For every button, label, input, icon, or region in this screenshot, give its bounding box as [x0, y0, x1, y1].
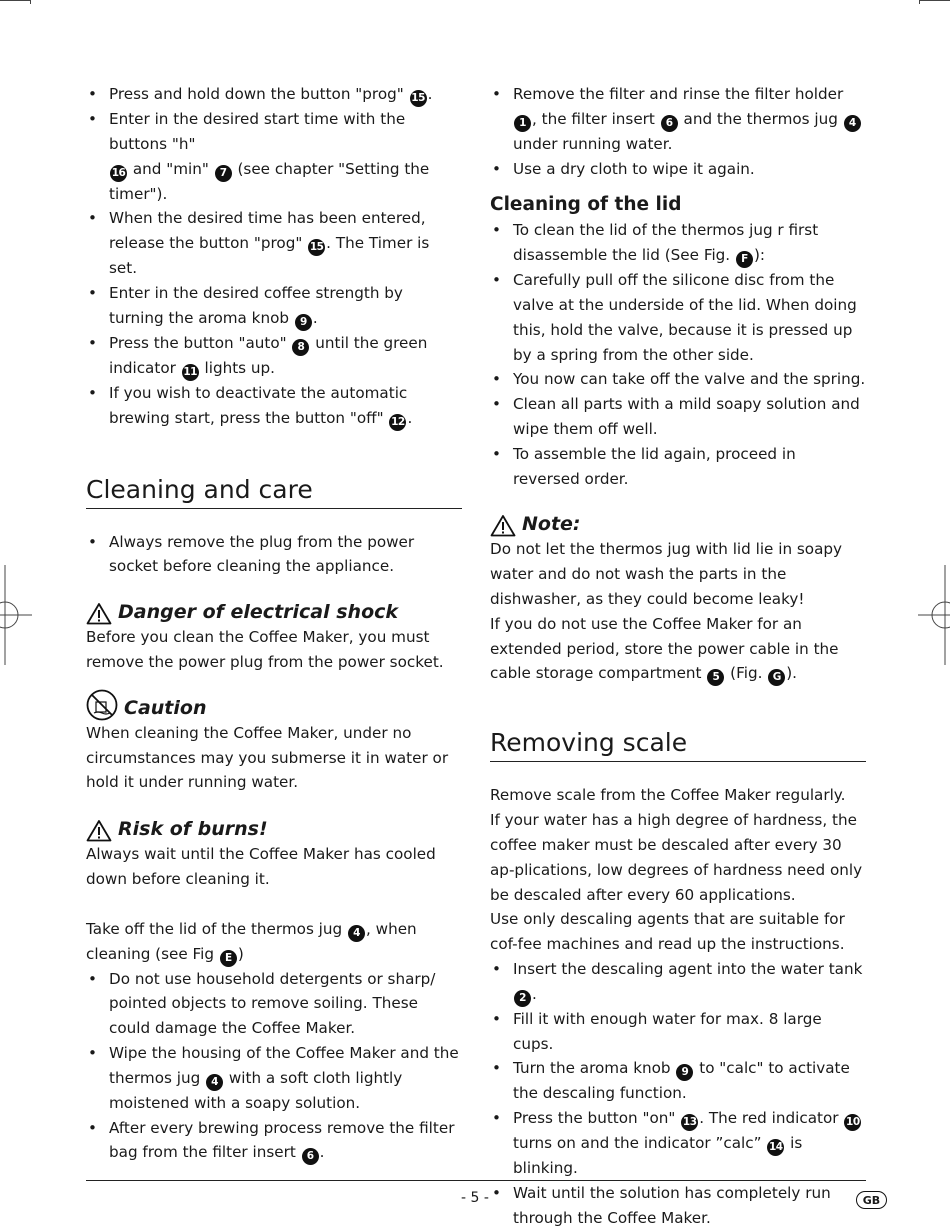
- part-number-badge: 4: [206, 1074, 223, 1091]
- part-number-badge: 6: [661, 115, 678, 132]
- part-number-badge: 8: [292, 339, 309, 356]
- danger-heading: [86, 599, 462, 625]
- part-number-badge: 7: [215, 165, 232, 182]
- registration-mark-left-icon: [0, 565, 32, 665]
- part-number-badge: 9: [295, 314, 312, 331]
- page-number: - 5 -: [461, 1190, 489, 1206]
- list-item: • Carefully pull off the silicone disc from the valve at the underside of the lid. When doing this, hold the valve, because it is pressed up by a spring from the other side.: [490, 268, 866, 367]
- caution-heading-text: Caution: [124, 696, 207, 719]
- list-item: • If you wish to deactivate the automatic brewing start, press the button "off" 12 .: [86, 381, 462, 431]
- part-number-badge: 15: [410, 90, 427, 107]
- caution-text: When cleaning the Coffee Maker, under no circumstances may you submerse it in water or hold it under running water.: [86, 723, 449, 792]
- country-badge: GB: [856, 1191, 887, 1209]
- list-item: • After every brewing process remove the filter bag from the filter insert 6 .: [86, 1116, 462, 1166]
- part-number-badge: 13: [681, 1114, 698, 1131]
- caution-heading: [86, 689, 462, 721]
- list-item: • Use a dry cloth to wipe it again.: [490, 157, 866, 182]
- list-item: • To clean the lid of the thermos jug r first disassemble the lid (See Fig. F ):: [490, 218, 866, 268]
- crop-mark-top-left: [0, 0, 30, 1]
- cleaning-intro-list: [86, 530, 462, 580]
- list-item: • Remove the filter and rinse the filter holder 1 , the filter insert 6 and the thermos jug 4 under running water.: [490, 82, 866, 157]
- part-number-badge: 11: [182, 364, 199, 381]
- part-number-badge: 14: [767, 1139, 784, 1156]
- scale-agents: Use only descaling agents that are suitable for cof-fee machines and read up the instructions.: [490, 910, 845, 954]
- part-number-badge: 6: [302, 1148, 319, 1165]
- list-item: • To assemble the lid again, proceed in reversed order.: [490, 442, 866, 492]
- filter-bullet-list: [490, 82, 866, 181]
- right-column: [490, 82, 866, 1231]
- removing-scale-heading: Removing scale: [490, 728, 866, 762]
- danger-heading-text: Danger of electrical shock: [118, 601, 399, 624]
- part-number-badge: 1: [514, 115, 531, 132]
- no-immersion-icon: [86, 689, 118, 721]
- list-item: • You now can take off the valve and the spring.: [490, 367, 866, 392]
- registration-mark-right-icon: [918, 565, 950, 665]
- burns-heading: [86, 816, 462, 842]
- part-number-badge: 5: [707, 669, 724, 686]
- list-item: • Turn the aroma knob 9 to "calc" to activate the descaling function.: [490, 1056, 866, 1106]
- list-item: • Fill it with enough water for max. 8 large cups.: [490, 1007, 866, 1057]
- danger-text: Before you clean the Coffee Maker, you must remove the power plug from the power socket.: [86, 628, 444, 671]
- list-item: • Enter in the desired coffee strength by turning the aroma knob 9 .: [86, 281, 462, 331]
- list-item: • Clean all parts with a mild soapy solution and wipe them off well.: [490, 392, 866, 442]
- scale-intro: Remove scale from the Coffee Maker regularly.: [490, 786, 846, 805]
- part-number-badge: 10: [844, 1114, 861, 1131]
- part-number-badge: 16: [110, 165, 127, 182]
- crop-mark-top-right: [919, 0, 950, 1]
- part-number-badge: 15: [308, 239, 325, 256]
- list-item: • Wait until the solution has completely run through the Coffee Maker.: [490, 1181, 866, 1231]
- crop-mark-top-right-v: [919, 0, 920, 4]
- list-item: • Press the button "on" 13 . The red indicator 10 turns on and the indicator ”calc” 14 is blinking.: [490, 1106, 866, 1181]
- storage-text: If you do not use the Coffee Maker for an extended period, store the power cable in the cable storage compartment 5 (Fig. G ).: [490, 612, 866, 687]
- scale-hardness: If your water has a high degree of hardness, the coffee maker must be descaled after every 30 ap-plications, low degrees of hardness need only be descaled after every 60 applications.: [490, 811, 863, 904]
- timer-bullet-list: [86, 82, 462, 431]
- figure-badge: F: [736, 251, 753, 268]
- warning-triangle-icon: [490, 514, 516, 537]
- lid-instruction: Take off the lid of the thermos jug 4 , when cleaning (see Fig E ): [86, 917, 462, 967]
- note-heading-text: Note:: [522, 513, 581, 536]
- list-item: • Insert the descaling agent into the water tank 2 .: [490, 957, 866, 1007]
- part-number-badge: 4: [348, 925, 365, 942]
- part-number-badge: 2: [514, 990, 531, 1007]
- burns-text: Always wait until the Coffee Maker has cooled down before cleaning it.: [86, 845, 436, 888]
- footer-divider: [86, 1180, 866, 1181]
- list-item: • Do not use household detergents or sharp/ pointed objects to remove soiling. These could damage the Coffee Maker.: [86, 967, 462, 1041]
- cleaning-heading: Cleaning and care: [86, 475, 462, 509]
- lid-bullet-list: [490, 218, 866, 491]
- warning-triangle-icon: [86, 819, 112, 842]
- list-item: • Press and hold down the button "prog" 15 .: [86, 82, 462, 107]
- care-bullet-list: [86, 967, 462, 1166]
- crop-mark-top-left-v: [30, 0, 31, 4]
- list-item: • Press the button "auto" 8 until the green indicator 11 lights up.: [86, 331, 462, 381]
- burns-heading-text: Risk of burns!: [118, 818, 268, 841]
- figure-badge: G: [768, 669, 785, 686]
- lid-cleaning-heading: Cleaning of the lid: [490, 194, 682, 216]
- list-item: • Wipe the housing of the Coffee Maker and the thermos jug 4 with a soft cloth lightly moistened with a soapy solution.: [86, 1041, 462, 1116]
- warning-triangle-icon: [86, 602, 112, 625]
- part-number-badge: 12: [389, 414, 406, 431]
- left-column: [86, 82, 462, 1165]
- part-number-badge: 9: [676, 1064, 693, 1081]
- note-heading: [490, 511, 866, 537]
- note-text: Do not let the thermos jug with lid lie in soapy water and do not wash the parts in the dishwasher, as they could become leaky!: [490, 540, 843, 608]
- part-number-badge: 4: [844, 115, 861, 132]
- list-item: • When the desired time has been entered, release the button "prog" 15 . The Timer is set.: [86, 206, 462, 281]
- list-item: • Always remove the plug from the power socket before cleaning the appliance.: [86, 530, 462, 580]
- figure-badge: E: [220, 950, 237, 967]
- list-item: • Enter in the desired start time with the buttons "h" 16 and "min" 7 (see chapter "Setting the timer").: [86, 107, 462, 206]
